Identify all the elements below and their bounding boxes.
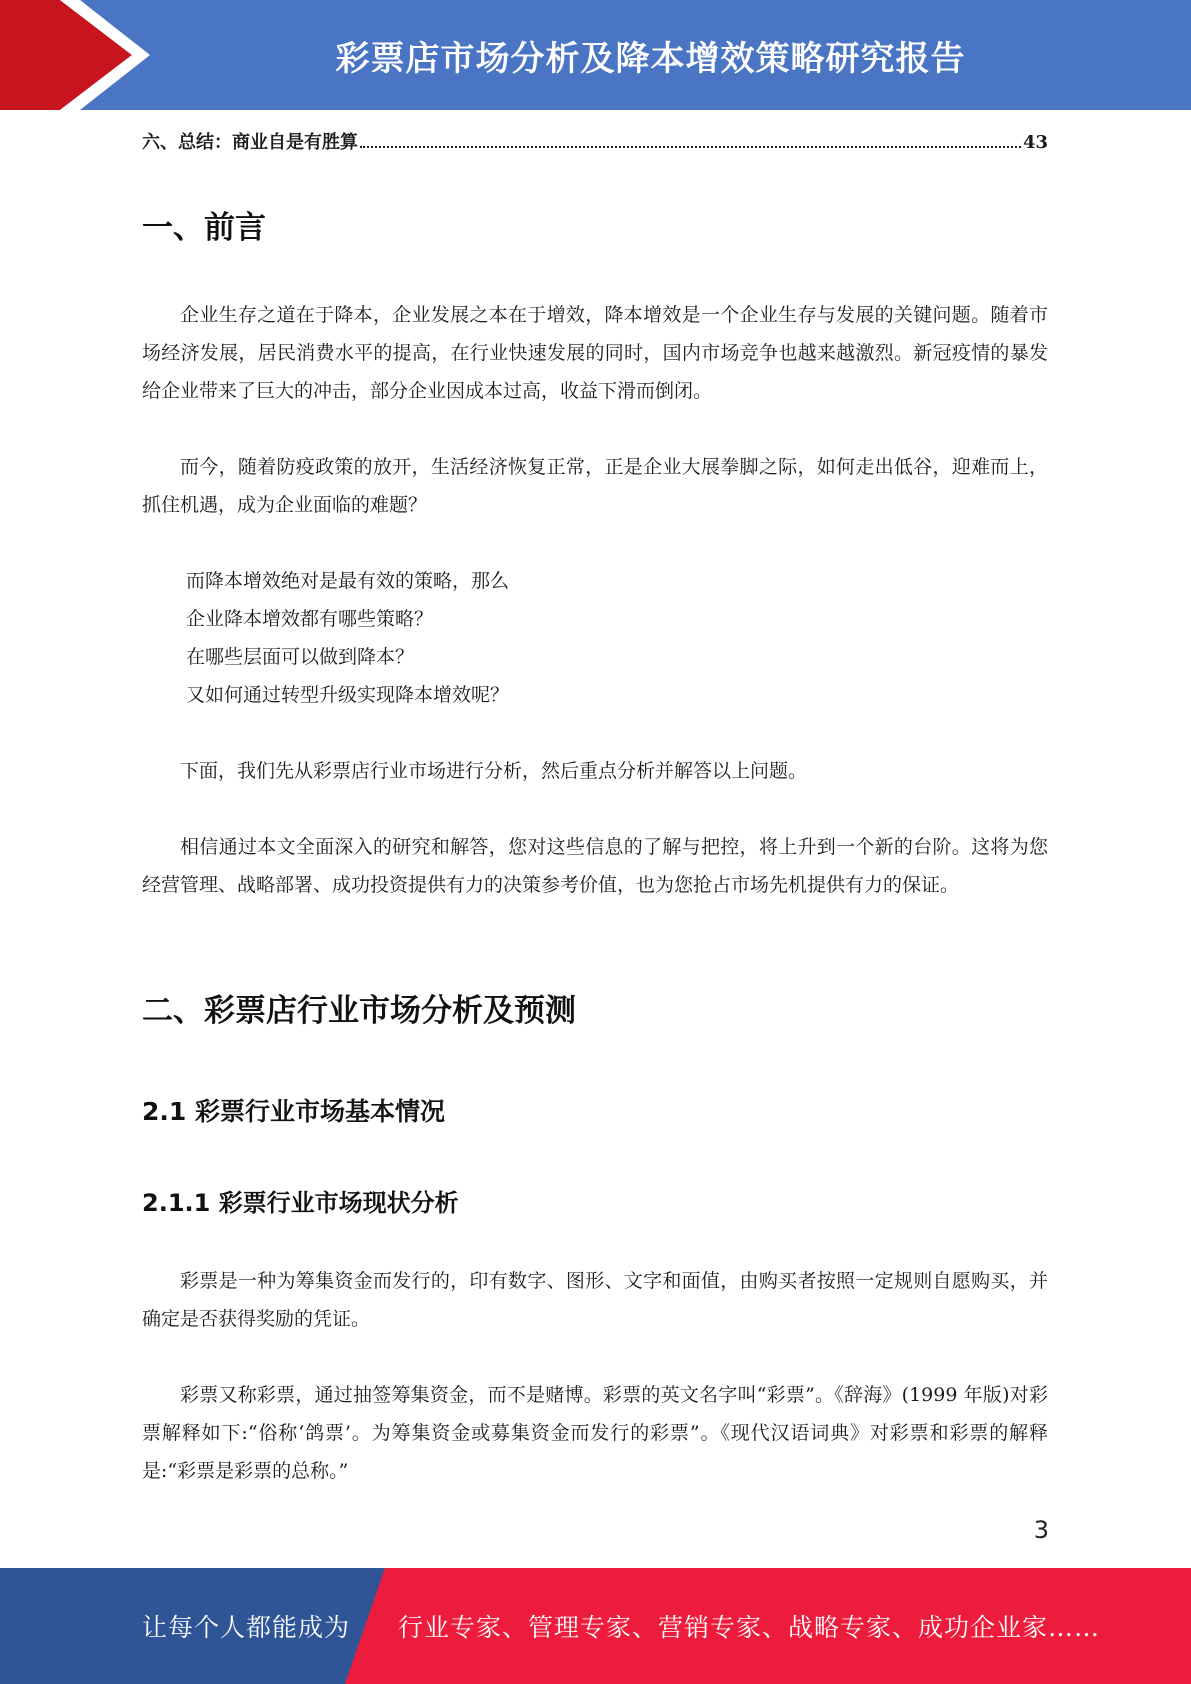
section-1-heading: 一、前言 — [142, 210, 266, 246]
toc-entry-label: 六、总结：商业自是有胜算 — [142, 132, 358, 153]
toc-leader-dots — [360, 146, 1021, 148]
report-title: 彩票店市场分析及降本增效策略研究报告 — [335, 38, 966, 79]
section-1-question-line-2: 企业降本增效都有哪些策略？ — [186, 608, 434, 630]
toc-entry-page: 43 — [1022, 132, 1048, 153]
section-2-paragraph-2: 彩票又称彩票，通过抽签筹集资金，而不是赌博。彩票的英文名字叫“彩票”。《辞海》(1999 年版)对彩票解释如下:“俗称‘鸽票’。为筹集资金或募集资金而发行的彩票”。《现代汉语词典》对彩票和彩票的解释是:“彩票是彩票的总称。” — [142, 1384, 1048, 1482]
page-number: 3 — [1033, 1516, 1049, 1544]
footer-slogan-right: 行业专家、管理专家、营销专家、战略专家、成功企业家…… — [398, 1613, 1101, 1642]
section-2-1-heading: 2.1 彩票行业市场基本情况 — [142, 1097, 445, 1126]
section-1-paragraph-2: 而今，随着防疫政策的放开，生活经济恢复正常，正是企业大展拳脚之际，如何走出低谷，迎难而上，抓住机遇，成为企业面临的难题？ — [142, 456, 1048, 516]
section-2-paragraph-1: 彩票是一种为筹集资金而发行的，印有数字、图形、文字和面值，由购买者按照一定规则自愿购买，并确定是否获得奖励的凭证。 — [142, 1270, 1048, 1330]
section-1-paragraph-3: 下面，我们先从彩票店行业市场进行分析，然后重点分析并解答以上问题。 — [180, 760, 808, 782]
section-1-question-line-4: 又如何通过转型升级实现降本增效呢？ — [186, 684, 510, 706]
section-1-question-line-1: 而降本增效绝对是最有效的策略，那么 — [186, 570, 510, 592]
section-1-paragraph-1: 企业生存之道在于降本，企业发展之本在于增效，降本增效是一个企业生存与发展的关键问题。随着市场经济发展，居民消费水平的提高，在行业快速发展的同时，国内市场竞争也越来越激烈。新冠疫情的暴发给企业带来了巨大的冲击，部分企业因成本过高，收益下滑而倒闭。 — [142, 304, 1048, 402]
footer-slogan-left: 让每个人都能成为 — [142, 1613, 351, 1642]
footer-banner — [0, 1568, 1191, 1684]
section-2-1-1-heading: 2.1.1 彩票行业市场现状分析 — [142, 1189, 459, 1217]
header-corner-decoration — [0, 0, 160, 110]
toc-entry[interactable] — [142, 128, 1048, 154]
section-1-paragraph-4: 相信通过本文全面深入的研究和解答，您对这些信息的了解与把控，将上升到一个新的台阶。这将为您经营管理、战略部署、成功投资提供有力的决策参考价值，也为您抢占市场先机提供有力的保证。 — [142, 836, 1048, 896]
section-2-heading: 二、彩票店行业市场分析及预测 — [142, 993, 576, 1029]
section-1-question-line-3: 在哪些层面可以做到降本？ — [186, 646, 415, 668]
header-banner — [0, 0, 1191, 110]
